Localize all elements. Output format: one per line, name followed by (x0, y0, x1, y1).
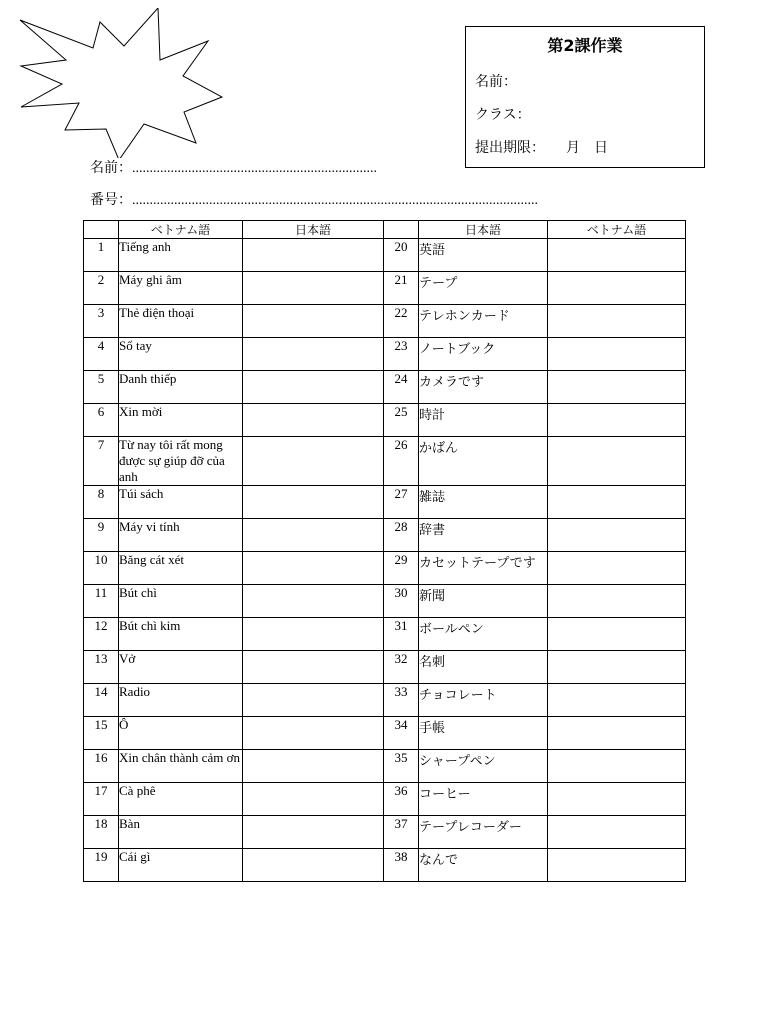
row-number-left: 9 (84, 519, 119, 552)
vietnamese-answer-cell[interactable] (548, 404, 686, 437)
japanese-answer-cell[interactable] (243, 717, 384, 750)
vietnamese-answer-cell[interactable] (548, 651, 686, 684)
japanese-word: ボールペン (419, 618, 548, 651)
row-number-left: 10 (84, 552, 119, 585)
header-vietnamese-left: ベトナム語 (119, 221, 243, 239)
vietnamese-word: Máy vi tính (119, 519, 243, 552)
vietnamese-word: Thẻ điện thoại (119, 305, 243, 338)
japanese-word: 名刺 (419, 651, 548, 684)
vietnamese-answer-cell[interactable] (548, 305, 686, 338)
vocabulary-table (83, 220, 686, 882)
japanese-word: 雑誌 (419, 486, 548, 519)
table-row (84, 618, 686, 651)
japanese-answer-cell[interactable] (243, 651, 384, 684)
info-line-class: クラス： (475, 107, 531, 123)
table-row (84, 305, 686, 338)
japanese-word: テープレコーダー (419, 816, 548, 849)
table-row (84, 552, 686, 585)
japanese-answer-cell[interactable] (243, 239, 384, 272)
row-number-left: 3 (84, 305, 119, 338)
table-row (84, 717, 686, 750)
japanese-answer-cell[interactable] (243, 272, 384, 305)
row-number-right: 33 (384, 684, 419, 717)
vietnamese-word: Cái gì (119, 849, 243, 882)
assignment-title: 第2課作業 (547, 36, 623, 55)
row-number-left: 6 (84, 404, 119, 437)
vietnamese-answer-cell[interactable] (548, 486, 686, 519)
table-row (84, 437, 686, 486)
vietnamese-answer-cell[interactable] (548, 371, 686, 404)
row-number-left: 12 (84, 618, 119, 651)
vietnamese-word: Xin mời (119, 404, 243, 437)
vietnamese-word: Cà phê (119, 783, 243, 816)
row-number-right: 32 (384, 651, 419, 684)
table-row (84, 849, 686, 882)
japanese-word: 辞書 (419, 519, 548, 552)
row-number-right: 26 (384, 437, 419, 486)
japanese-answer-cell[interactable] (243, 338, 384, 371)
vietnamese-word: Tiếng anh (119, 239, 243, 272)
japanese-answer-cell[interactable] (243, 816, 384, 849)
vietnamese-answer-cell[interactable] (548, 519, 686, 552)
row-number-left: 16 (84, 750, 119, 783)
vietnamese-answer-cell[interactable] (548, 816, 686, 849)
japanese-word: 英語 (419, 239, 548, 272)
row-number-left: 1 (84, 239, 119, 272)
row-number-left: 14 (84, 684, 119, 717)
row-number-left: 7 (84, 437, 119, 486)
vietnamese-answer-cell[interactable] (548, 783, 686, 816)
row-number-right: 30 (384, 585, 419, 618)
vietnamese-word: Băng cát xét (119, 552, 243, 585)
row-number-right: 25 (384, 404, 419, 437)
vietnamese-word: Danh thiếp (119, 371, 243, 404)
vietnamese-word: Vở (119, 651, 243, 684)
vietnamese-word: Bút chì kim (119, 618, 243, 651)
vietnamese-answer-cell[interactable] (548, 750, 686, 783)
row-number-right: 35 (384, 750, 419, 783)
table-header-row (84, 221, 686, 239)
table-row (84, 585, 686, 618)
row-number-left: 18 (84, 816, 119, 849)
vietnamese-word: Từ nay tôi rất mong được sự giúp đỡ của anh (119, 437, 243, 486)
row-number-right: 24 (384, 371, 419, 404)
vietnamese-word: Ô (119, 717, 243, 750)
table-row (84, 783, 686, 816)
vietnamese-answer-cell[interactable] (548, 272, 686, 305)
row-number-left: 4 (84, 338, 119, 371)
row-number-left: 17 (84, 783, 119, 816)
starburst-shape (18, 8, 228, 158)
japanese-answer-cell[interactable] (243, 371, 384, 404)
japanese-answer-cell[interactable] (243, 585, 384, 618)
vietnamese-answer-cell[interactable] (548, 437, 686, 486)
vietnamese-word: Radio (119, 684, 243, 717)
japanese-word: テレホンカード (419, 305, 548, 338)
row-number-left: 2 (84, 272, 119, 305)
vietnamese-word: Máy ghi âm (119, 272, 243, 305)
name-field-dots: ...................................................................... (132, 161, 377, 176)
vietnamese-word: Bàn (119, 816, 243, 849)
table-row (84, 239, 686, 272)
row-number-right: 29 (384, 552, 419, 585)
row-number-left: 11 (84, 585, 119, 618)
class-field[interactable] (90, 189, 660, 209)
vietnamese-word: Xin chân thành cảm ơn (119, 750, 243, 783)
row-number-right: 28 (384, 519, 419, 552)
japanese-answer-cell[interactable] (243, 305, 384, 338)
row-number-left: 13 (84, 651, 119, 684)
header-japanese-left: 日本語 (243, 221, 384, 239)
japanese-answer-cell[interactable] (243, 552, 384, 585)
table-row (84, 486, 686, 519)
header-number-left (84, 221, 119, 239)
japanese-word: 時計 (419, 404, 548, 437)
japanese-word: ノートブック (419, 338, 548, 371)
class-field-dots: .................................................................................................................... (132, 193, 538, 208)
table-row (84, 750, 686, 783)
japanese-word: カメラです (419, 371, 548, 404)
japanese-answer-cell[interactable] (243, 849, 384, 882)
japanese-answer-cell[interactable] (243, 684, 384, 717)
assignment-info-box (465, 26, 705, 168)
row-number-right: 34 (384, 717, 419, 750)
japanese-word: かばん (419, 437, 548, 486)
header-vietnamese-right: ベトナム語 (548, 221, 686, 239)
japanese-answer-cell[interactable] (243, 404, 384, 437)
table-row (84, 816, 686, 849)
row-number-left: 8 (84, 486, 119, 519)
japanese-word: チョコレート (419, 684, 548, 717)
vietnamese-answer-cell[interactable] (548, 618, 686, 651)
japanese-word: テープ (419, 272, 548, 305)
vietnamese-answer-cell[interactable] (548, 849, 686, 882)
header-japanese-right: 日本語 (419, 221, 548, 239)
japanese-word: 新聞 (419, 585, 548, 618)
name-field[interactable] (90, 157, 450, 177)
row-number-right: 22 (384, 305, 419, 338)
row-number-right: 27 (384, 486, 419, 519)
vietnamese-answer-cell[interactable] (548, 684, 686, 717)
table-row (84, 338, 686, 371)
table-row (84, 404, 686, 437)
vietnamese-word: Túi sách (119, 486, 243, 519)
table-row (84, 272, 686, 305)
row-number-left: 5 (84, 371, 119, 404)
vietnamese-answer-cell[interactable] (548, 585, 686, 618)
row-number-right: 23 (384, 338, 419, 371)
japanese-answer-cell[interactable] (243, 519, 384, 552)
japanese-word: なんで (419, 849, 548, 882)
row-number-right: 31 (384, 618, 419, 651)
japanese-answer-cell[interactable] (243, 437, 384, 486)
japanese-answer-cell[interactable] (243, 486, 384, 519)
table-row (84, 371, 686, 404)
japanese-word: コーヒー (419, 783, 548, 816)
row-number-right: 38 (384, 849, 419, 882)
japanese-word: 手帳 (419, 717, 548, 750)
vietnamese-word: Sổ tay (119, 338, 243, 371)
row-number-right: 21 (384, 272, 419, 305)
vietnamese-answer-cell[interactable] (548, 717, 686, 750)
table-body (84, 239, 686, 882)
row-number-right: 37 (384, 816, 419, 849)
row-number-right: 36 (384, 783, 419, 816)
table-row (84, 651, 686, 684)
vietnamese-answer-cell[interactable] (548, 239, 686, 272)
vietnamese-answer-cell[interactable] (548, 552, 686, 585)
japanese-answer-cell[interactable] (243, 783, 384, 816)
japanese-answer-cell[interactable] (243, 750, 384, 783)
name-field-label: 名前： (90, 160, 132, 176)
japanese-word: カセットテープです (419, 552, 548, 585)
row-number-right: 20 (384, 239, 419, 272)
table-row (84, 519, 686, 552)
row-number-left: 15 (84, 717, 119, 750)
info-line-name: 名前： (475, 74, 517, 90)
header-number-right (384, 221, 419, 239)
japanese-word: シャープペン (419, 750, 548, 783)
vietnamese-word: Bút chì (119, 585, 243, 618)
class-field-label: 番号： (90, 192, 132, 208)
info-line-deadline: 提出期限： 月 日 (475, 140, 608, 156)
japanese-answer-cell[interactable] (243, 618, 384, 651)
row-number-left: 19 (84, 849, 119, 882)
vietnamese-answer-cell[interactable] (548, 338, 686, 371)
table-row (84, 684, 686, 717)
